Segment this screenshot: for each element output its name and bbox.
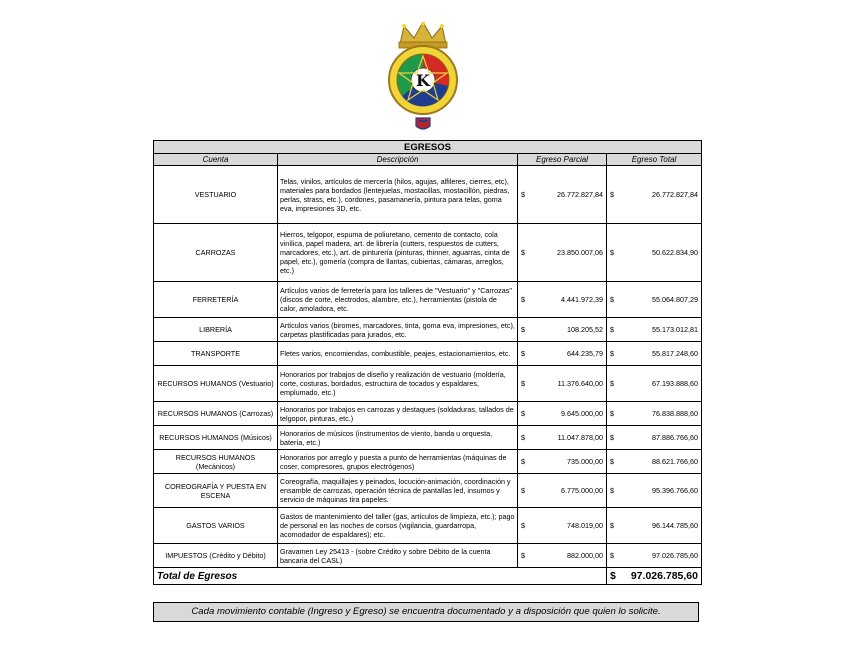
parcial-value: 26.772.827,84 [557,190,603,199]
descripcion-cell: Telas, vinilos, artículos de mercería (hilos, agujas, alfileres, cierres, etc), materiales para bordados (lentejuelas, mostacillas, mostacillón, piedras, perlas, strass, etc.), cordones, pasamanería, pintura para telas, goma eva, impresiones 3D, etc. [278,166,518,224]
table-row [154,426,702,450]
total-cell [607,402,702,426]
currency-sign: $ [610,349,614,358]
column-header-total: Egreso Total [607,154,702,166]
total-cell [607,508,702,544]
footer-note: Cada movimiento contable (Ingreso y Egreso) se encuentra documentado y a disposición que quien lo solicite. [153,602,699,622]
total-cell [607,426,702,450]
parcial-value: 882.000,00 [567,551,603,560]
total-value: 96.144.785,60 [652,521,698,530]
logo-letter: K [416,71,430,90]
descripcion-cell: Honorarios por trabajos de diseño y realización de vestuario (moldería, corte, costuras, bordados, estructura de tocados y espaldares, emplumado, etc.) [278,366,518,402]
cuenta-cell: RECURSOS HUMANOS (Músicos) [154,426,278,450]
parcial-cell [518,450,607,474]
cuenta-cell: RECURSOS HUMANOS (Mecánicos) [154,450,278,474]
parcial-value: 108.205,52 [567,325,603,334]
descripcion-cell: Hierros, telgopor, espuma de poliuretano, cemento de contacto, cola vinílica, papel madera, art. de librería (cutters, respuestos de cutters, marcadores, etc.), art. de pinturería (pinturas, thinner, aguarras, cinta de papel, etc.), gomería (compra de llantas, cubiertas, cámaras, arreglos, etc.) [278,224,518,282]
total-cell [607,450,702,474]
parcial-cell [518,318,607,342]
column-header-parcial: Egreso Parcial [518,154,607,166]
cuenta-cell: RECURSOS HUMANOS (Vestuario) [154,366,278,402]
parcial-cell [518,166,607,224]
table-row [154,402,702,426]
currency-sign: $ [521,295,525,304]
currency-sign: $ [610,433,614,442]
parcial-cell [518,426,607,450]
total-value: 97.026.785,60 [630,569,698,582]
total-value: 55.173.012,81 [652,325,698,334]
parcial-cell [518,544,607,568]
total-label: Total de Egresos [154,568,607,585]
total-cell [607,474,702,508]
parcial-value: 11.047.878,00 [557,433,603,442]
currency-sign: $ [610,486,614,495]
column-header-descripcion: Descripción [278,154,518,166]
total-value: 76.838.888,60 [652,409,698,418]
parcial-cell [518,474,607,508]
total-cell [607,224,702,282]
parcial-cell [518,508,607,544]
table-row [154,450,702,474]
table-row [154,366,702,402]
total-cell [607,166,702,224]
table-row [154,318,702,342]
descripcion-cell: Artículos varios (biromes, marcadores, tinta, goma eva, impresiones, etc), carpetas plastificadas para jurados, etc. [278,318,518,342]
cuenta-cell: GASTOS VARIOS [154,508,278,544]
parcial-cell [518,224,607,282]
parcial-cell [518,282,607,318]
parcial-value: 11.376.640,00 [557,379,603,388]
total-value: 50.622.834,90 [652,248,698,257]
currency-sign: $ [610,248,614,257]
currency-sign: $ [521,551,525,560]
total-value: 67.193.888,60 [652,379,698,388]
total-cell [607,342,702,366]
currency-sign: $ [521,248,525,257]
parcial-value: 644.235,79 [567,349,603,358]
column-header-cuenta: Cuenta [154,154,278,166]
crown-icon [399,22,447,48]
total-value: 55.817.248,60 [652,349,698,358]
descripcion-cell: Fletes varios, encomiendas, combustible, peajes, estacionamientos, etc. [278,342,518,366]
cuenta-cell: LIBRERÍA [154,318,278,342]
currency-sign: $ [521,190,525,199]
currency-sign: $ [610,295,614,304]
currency-sign: $ [610,379,614,388]
total-value: 26.772.827,84 [652,190,698,199]
descripcion-cell: Gravamen Ley 25413 - (sobre Crédito y sobre Débito de la cuenta bancaria del CASL) [278,544,518,568]
currency-sign: $ [610,325,614,334]
parcial-cell [518,366,607,402]
cuenta-cell: RECURSOS HUMANOS (Carrozas) [154,402,278,426]
total-cell [607,544,702,568]
total-value: 88.621.766,60 [652,457,698,466]
parcial-value: 9.645.000,00 [561,409,603,418]
currency-sign: $ [521,433,525,442]
table-title: EGRESOS [154,141,702,154]
parcial-cell [518,342,607,366]
table-row [154,282,702,318]
total-cell [607,282,702,318]
currency-sign: $ [521,521,525,530]
parcial-value: 735.000,00 [567,457,603,466]
total-value: 97.026.785,60 [652,551,698,560]
parcial-value: 23.850.007,06 [557,248,603,257]
table-row [154,474,702,508]
descripcion-cell: Gastos de mantenimiento del taller (gas, artículos de limpieza, etc.); pago de personal en las noches de corsos (vigilancia, guardarropa, acomodador de espaldares); etc. [278,508,518,544]
cuenta-cell: COREOGRAFÍA Y PUESTA EN ESCENA [154,474,278,508]
egresos-table [153,140,702,585]
currency-sign: $ [610,551,614,560]
cuenta-cell: IMPUESTOS (Crédito y Débito) [154,544,278,568]
descripcion-cell: Honorarios de músicos (instrumentos de viento, banda u orquesta, batería, etc.) [278,426,518,450]
parcial-value: 748.019,00 [567,521,603,530]
currency-sign: $ [610,569,616,582]
shield-icon [416,118,430,129]
table-row [154,342,702,366]
table-row [154,224,702,282]
total-value: 87.886.766,60 [652,433,698,442]
currency-sign: $ [521,409,525,418]
parcial-value: 4.441.972,39 [561,295,603,304]
total-cell [607,318,702,342]
cuenta-cell: TRANSPORTE [154,342,278,366]
descripcion-cell: Honorarios por arreglo y puesta a punto de herramientas (máquinas de coser, compresores, grupos electrógenos) [278,450,518,474]
currency-sign: $ [521,325,525,334]
currency-sign: $ [521,457,525,466]
cuenta-cell: FERRETERÍA [154,282,278,318]
cuenta-cell: VESTUARIO [154,166,278,224]
currency-sign: $ [521,379,525,388]
cuenta-cell: CARROZAS [154,224,278,282]
table-row [154,508,702,544]
parcial-value: 6.775.000,00 [561,486,603,495]
currency-sign: $ [610,457,614,466]
descripcion-cell: Artículos varios de ferretería para los talleres de "Vestuario" y "Carrozas" (discos de corte, electrodos, alambre, etc.), herramientas (pistola de calor, amoladora, etc. [278,282,518,318]
total-value: 55.064.807,29 [652,295,698,304]
parcial-cell [518,402,607,426]
currency-sign: $ [610,409,614,418]
total-cell [607,366,702,402]
currency-sign: $ [610,521,614,530]
comparsa-logo [380,22,466,134]
total-value: 95.396.766,60 [652,486,698,495]
table-row [154,166,702,224]
descripcion-cell: Honorarios por trabajos en carrozas y destaques (soldaduras, tallados de telgopor, pinturas, etc.) [278,402,518,426]
total-value-cell [607,568,702,585]
table-row [154,544,702,568]
descripcion-cell: Coreografía, maquillajes y peinados, locución-animación, coordinación y ensamble de carrozas, operación técnica de pantallas led, insumos y servicio de máquinas tira papeles. [278,474,518,508]
currency-sign: $ [521,349,525,358]
currency-sign: $ [610,190,614,199]
currency-sign: $ [521,486,525,495]
